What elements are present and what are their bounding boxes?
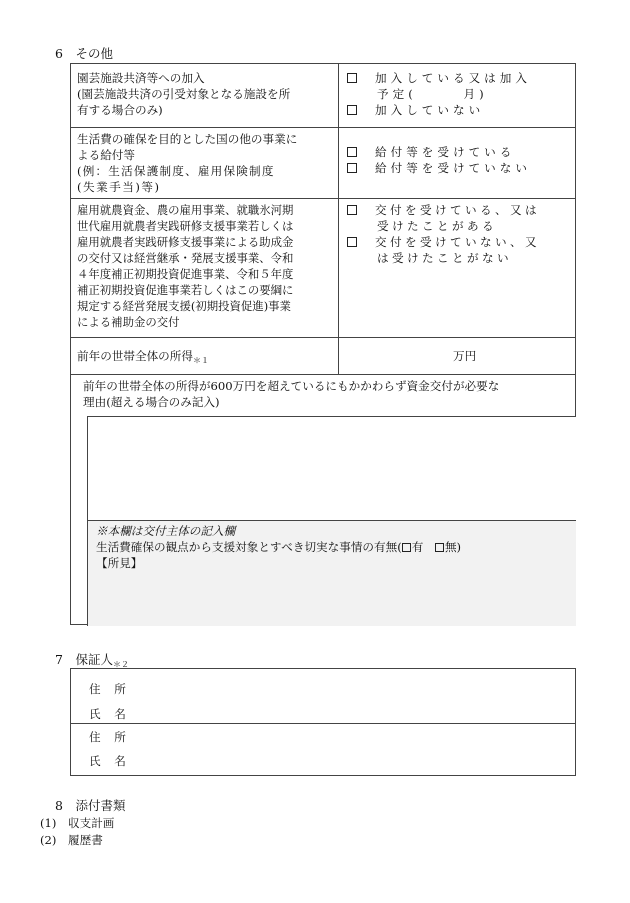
checkbox[interactable] <box>347 237 357 247</box>
checkbox-no[interactable] <box>435 543 444 552</box>
row1-label: 園芸施設共済等への加入 (園芸施設共済の引受対象となる施設を所 有する場合のみ) <box>77 71 291 117</box>
checkbox[interactable] <box>347 105 357 115</box>
row3-label: 雇用就農資金、農の雇用事業、就職氷河期 世代雇用就農者実践研修支援事業若しくは 雇用就農者実践研修支援事業による助成金 の交付又は経営継承・発展支援事業、令和 ４年度補正初期投資促進事業、令和５年度 補正初期投資促進事業若しくはこの要綱に 規定する経営発展支援(初期投資促進)事業 による補助金の交付 <box>77 203 294 329</box>
row1-option-planned-month: 予定( 月) <box>377 87 488 101</box>
section6-table <box>70 63 576 625</box>
row-divider <box>71 198 575 199</box>
issuer-heading: ※本欄は交付主体の記入欄 <box>96 524 236 538</box>
row1-option-not-joined[interactable]: 加入していない <box>347 102 484 118</box>
guarantor1-name-label: 氏 名 <box>89 707 127 721</box>
income-unit: 万円 <box>453 349 477 363</box>
reason-label: 前年の世帯全体の所得が600万円を超えているにもかかわらず資金交付が必要な 理由(超える場合のみ記入) <box>83 379 500 409</box>
row-divider <box>71 127 575 128</box>
attachment-item: (2) 履歴書 <box>40 833 103 847</box>
row2-option-receiving[interactable]: 給付等を受けている <box>347 144 515 160</box>
income-label: 前年の世帯全体の所得$_{*1}$ <box>77 349 209 365</box>
row-divider <box>71 374 575 375</box>
guarantor1-address-label: 住 所 <box>89 682 127 696</box>
row1-option-joined[interactable]: 加入している又は加入 <box>347 70 531 86</box>
section7-title: 7 保証人$_{*2}$ <box>55 652 129 669</box>
row3-option-not-received-cont: は受けたことがない <box>377 251 512 265</box>
checkbox[interactable] <box>347 163 357 173</box>
issuer-question: 生活費確保の観点から支援対象とすべき切実な事情の有無( 有 無) <box>96 540 462 554</box>
reason-inner-box <box>87 416 576 626</box>
row3-option-received-cont: 受けたことがある <box>377 219 497 233</box>
checkbox-yes[interactable] <box>402 543 411 552</box>
row-divider <box>71 723 575 724</box>
issuer-opinion: 【所見】 <box>96 556 143 570</box>
checkbox[interactable] <box>347 205 357 215</box>
row3-option-not-received[interactable]: 交付を受けていない、又 <box>347 234 540 250</box>
section6-title: 6 その他 <box>55 46 113 61</box>
row-divider <box>71 337 575 338</box>
row3-option-received[interactable]: 交付を受けている、又は <box>347 202 540 218</box>
issuer-note-area[interactable] <box>88 520 576 626</box>
attachment-item: (1) 収支計画 <box>40 816 115 830</box>
reason-input-area[interactable] <box>88 417 576 520</box>
checkbox[interactable] <box>347 147 357 157</box>
column-divider <box>338 64 339 374</box>
guarantor2-address-label: 住 所 <box>89 730 127 744</box>
guarantor-table <box>70 668 576 776</box>
guarantor2-name-label: 氏 名 <box>89 754 127 768</box>
section8-title: 8 添付書類 <box>55 798 126 813</box>
row2-label: 生活費の確保を目的とした国の他の事業に よる給付等 (例：生活保護制度、雇用保険制度 (失業手当)等) <box>77 132 298 194</box>
row2-option-not-receiving[interactable]: 給付等を受けていない <box>347 160 531 176</box>
checkbox[interactable] <box>347 73 357 83</box>
